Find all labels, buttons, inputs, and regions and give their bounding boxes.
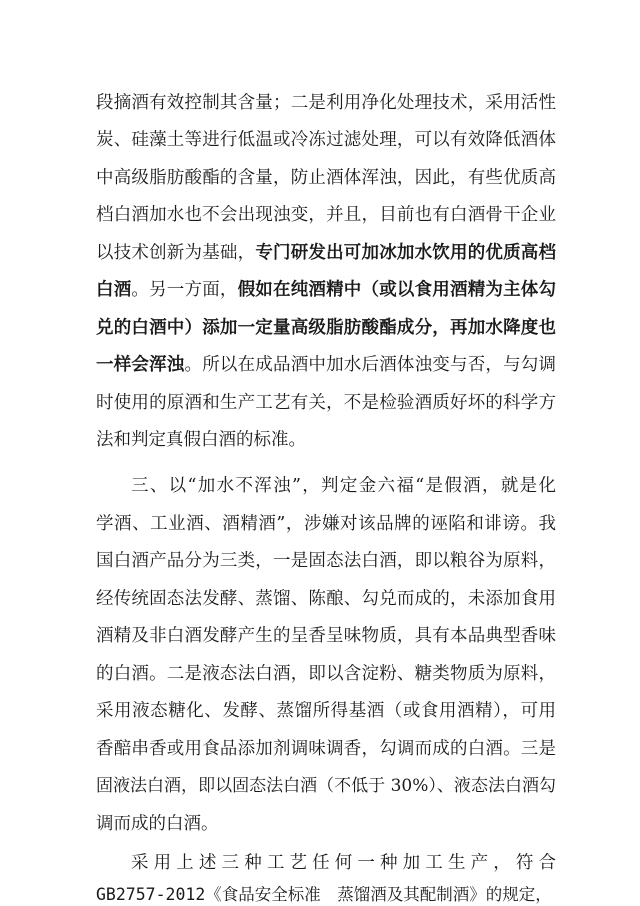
text-line (96, 317, 556, 339)
text-segment: 酒精及非白酒发酵产生的呈香呈味物质，具有本品典型香味 (96, 626, 556, 646)
text-segment: 中高级脂肪酸酯的含量，防止酒体浑浊，因此，有些优质高 (96, 168, 556, 188)
text-segment-bold: 专门研发出可加冰加水饮用的优质高档 (255, 243, 557, 263)
text-line (96, 513, 556, 535)
text-segment: 以技术创新为基础， (96, 243, 256, 263)
paragraph-first-line (131, 475, 556, 497)
text-segment: 。所以在成品酒中加水后酒体浊变与否，与勾调 (184, 355, 556, 375)
text-line (96, 242, 556, 264)
text-segment-bold: 假如在纯酒精中（或以食用酒精为主体勾 (237, 280, 557, 300)
text-segment: 。另一方面， (131, 280, 238, 300)
text-line (96, 392, 556, 414)
text-segment: 档白酒加水也不会出现浊变，并且，目前也有白酒骨干企业 (96, 205, 556, 225)
text-line (96, 700, 556, 722)
text-line (96, 429, 556, 451)
paragraph-first-line (131, 852, 556, 874)
text-line (96, 279, 556, 301)
text-line (96, 588, 556, 610)
text-segment: 学酒、工业酒、酒精酒”，涉嫌对该品牌的诬陷和诽谤。我 (96, 514, 556, 534)
text-segment-bold: 兑的白酒中）添加一定量高级脂肪酸酯成分，再加水降度也 (96, 318, 556, 338)
text-line (96, 354, 556, 376)
text-segment: 固液法白酒，即以固态法白酒（不低于 30%）、液态法白酒勾 (96, 776, 556, 796)
text-line (96, 738, 556, 760)
text-line (96, 167, 556, 189)
text-line (96, 204, 556, 226)
text-segment: 法和判定真假白酒的标准。 (96, 430, 306, 450)
text-line (96, 813, 556, 835)
text-line (96, 129, 556, 151)
text-segment: 国白酒产品分为三类，一是固态法白酒，即以粮谷为原料， (96, 551, 556, 571)
text-segment: GB2757-2012《食品安全标准 蒸馏酒及其配制酒》的规定， (96, 885, 552, 904)
text-segment: 时使用的原酒和生产工艺有关，不是检验酒质好坏的科学方 (96, 393, 556, 413)
text-segment: 采用液态糖化、发酵、蒸馏所得基酒（或食用酒精），可用 (96, 701, 556, 721)
text-segment: 采用上述三种工艺任何一种加工生产，符合 (131, 853, 556, 873)
text-segment: 三、以“加水不浑浊”，判定金六福“是假酒，就是化 (131, 476, 556, 496)
text-segment: 炭、硅藻土等进行低温或冷冻过滤处理，可以有效降低酒体 (96, 130, 556, 150)
text-segment: 的白酒。二是液态法白酒，即以含淀粉、糖类物质为原料， (96, 664, 556, 684)
text-line (96, 625, 556, 647)
text-segment: 香醅串香或用食品添加剂调味调香，勾调而成的白酒。三是 (96, 739, 556, 759)
text-segment: 经传统固态法发酵、蒸馏、陈酿、勾兑而成的，未添加食用 (96, 589, 556, 609)
text-segment: 调而成的白酒。 (96, 814, 219, 834)
text-line (96, 775, 556, 797)
text-segment-bold: 白酒 (96, 280, 132, 300)
text-line (96, 884, 556, 906)
text-segment: 段摘酒有效控制其含量；二是利用净化处理技术，采用活性 (96, 93, 556, 113)
text-segment-bold: 一样会浑浊 (96, 355, 185, 375)
text-line (96, 550, 556, 572)
text-line (96, 92, 556, 114)
text-line (96, 663, 556, 685)
